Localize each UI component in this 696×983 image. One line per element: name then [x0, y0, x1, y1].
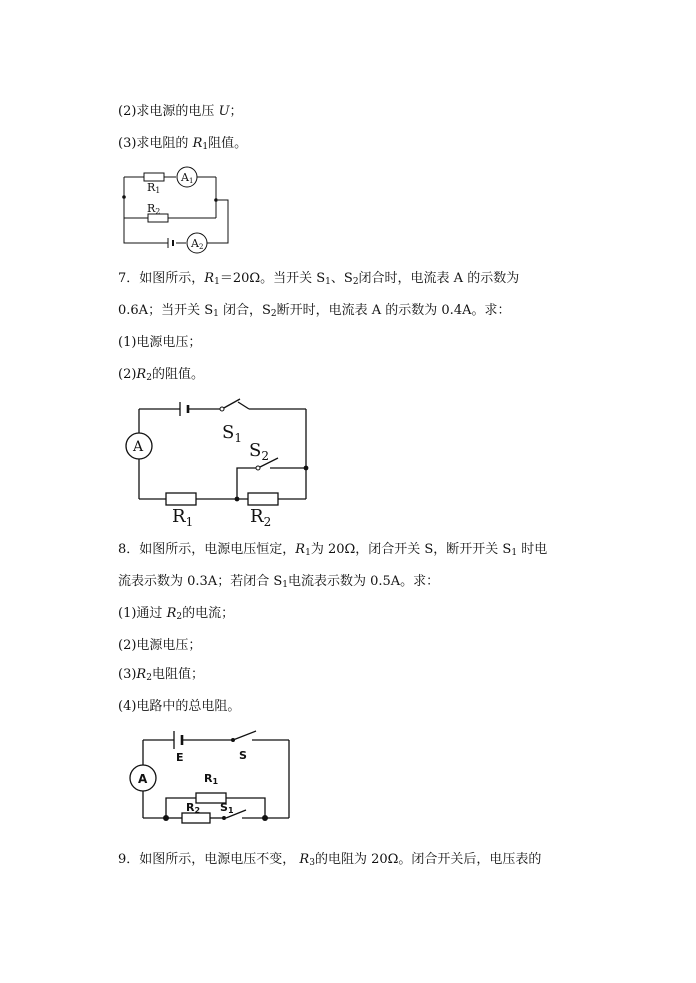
text: 、S [330, 271, 353, 286]
label-a2: A2 [191, 237, 204, 251]
subscript: 2 [270, 309, 277, 319]
q7-line-1 [118, 271, 519, 287]
text: 9．如图所示，电源电压不变， [118, 852, 300, 867]
resistor-r1 [166, 493, 196, 505]
text: (2) [118, 367, 137, 382]
text: 8．如图所示，电源电压恒定， [118, 542, 296, 557]
q7-line-2 [118, 303, 510, 319]
q8-line-1 [118, 542, 547, 558]
label-r1: $R_1$ [172, 506, 194, 528]
label-s2: $S_2$ [249, 440, 269, 463]
subscript: 1 [325, 277, 331, 287]
label-a1: A1 [181, 171, 194, 185]
symbol-r: R [204, 271, 215, 286]
text: 闭合时，电流表 A 的示数为 [358, 271, 520, 286]
switch-s2-contact [256, 466, 260, 470]
junction-dot [304, 466, 309, 471]
junction-dot [214, 198, 218, 202]
subscript: 1 [282, 580, 288, 590]
symbol-r: R [136, 367, 147, 382]
label-s1: $S_1$ [222, 422, 242, 445]
text: 闭合，S [218, 303, 271, 318]
subscript: 1 [202, 142, 209, 152]
label-r2: R2 [186, 801, 201, 815]
text: 7．如图所示， [118, 271, 205, 286]
junction-dot [262, 815, 268, 821]
text: 时电 [517, 542, 548, 557]
q9-line-1 [118, 852, 541, 868]
symbol-r: R [192, 136, 203, 151]
subscript: 2 [352, 277, 359, 287]
q8-item-4: (4)电路中的总电阻。 [118, 699, 241, 714]
q6-item-2 [118, 104, 243, 120]
symbol-r: R [166, 606, 177, 621]
symbol-r: R [299, 852, 310, 867]
subscript: 3 [309, 858, 315, 868]
text: ＝20Ω。当开关 S [219, 271, 326, 286]
subscript: 1 [214, 277, 220, 287]
label-r1: R1 [147, 181, 161, 195]
resistor-r1 [144, 173, 164, 181]
symbol-r: R [136, 667, 147, 682]
switch-s1-contact [220, 407, 224, 411]
q8-item-3 [118, 667, 204, 683]
text: 的电流； [182, 606, 235, 621]
text: 断开时，电流表 A 的示数为 0.4A。求： [276, 303, 511, 318]
ammeter-label: A [138, 772, 148, 786]
symbol-u: U [218, 104, 230, 119]
subscript: 1 [511, 548, 518, 558]
label-r1: R1 [204, 772, 219, 786]
q7-item-1: (1)电源电压； [118, 335, 202, 350]
text: 为 20Ω，闭合开关 S，断开开关 S [310, 542, 512, 557]
circuit-diagram-q7 [118, 392, 318, 528]
text: (3) [118, 667, 137, 682]
text: (3)求电阻的 [118, 136, 193, 151]
resistor-r2 [248, 493, 278, 505]
label-s: S [239, 749, 247, 762]
q6-item-3 [118, 136, 247, 152]
q8-line-2 [118, 574, 439, 590]
label-s1: S1 [220, 801, 234, 815]
text: 阻值。 [208, 136, 248, 151]
q8-item-1 [118, 606, 234, 622]
switch-s1-contact [222, 816, 226, 820]
text: 流表示数为 0.3A；若闭合 S [118, 574, 283, 589]
label-r2: $R_2$ [250, 506, 272, 528]
subscript: 2 [146, 673, 152, 683]
subscript: 1 [305, 548, 311, 558]
text: 0.6A；当开关 S [118, 303, 214, 318]
circuit-diagram-q6 [118, 160, 238, 256]
text: (1)通过 [118, 606, 167, 621]
symbol-r: R [295, 542, 306, 557]
junction-dot [122, 195, 126, 199]
q7-item-2 [118, 367, 204, 383]
ammeter-label: A [133, 439, 144, 455]
text: ； [229, 104, 243, 119]
text: 电阻值； [151, 667, 204, 682]
junction-dot [235, 497, 240, 502]
subscript: 2 [146, 373, 152, 383]
text: (2)求电源的电压 [118, 104, 219, 119]
label-r2: R2 [147, 202, 161, 216]
circuit-diagram-q8 [120, 723, 300, 833]
label-e: E [176, 751, 184, 764]
text: 的阻值。 [151, 367, 204, 382]
text: 电流表示数为 0.5A。求： [287, 574, 440, 589]
q8-item-2: (2)电源电压； [118, 638, 202, 653]
subscript: 1 [213, 309, 219, 319]
switch-s-contact [231, 738, 235, 742]
subscript: 2 [176, 612, 183, 622]
junction-dot [163, 815, 169, 821]
text: 的电阻为 20Ω。闭合开关后，电压表的 [314, 852, 542, 867]
